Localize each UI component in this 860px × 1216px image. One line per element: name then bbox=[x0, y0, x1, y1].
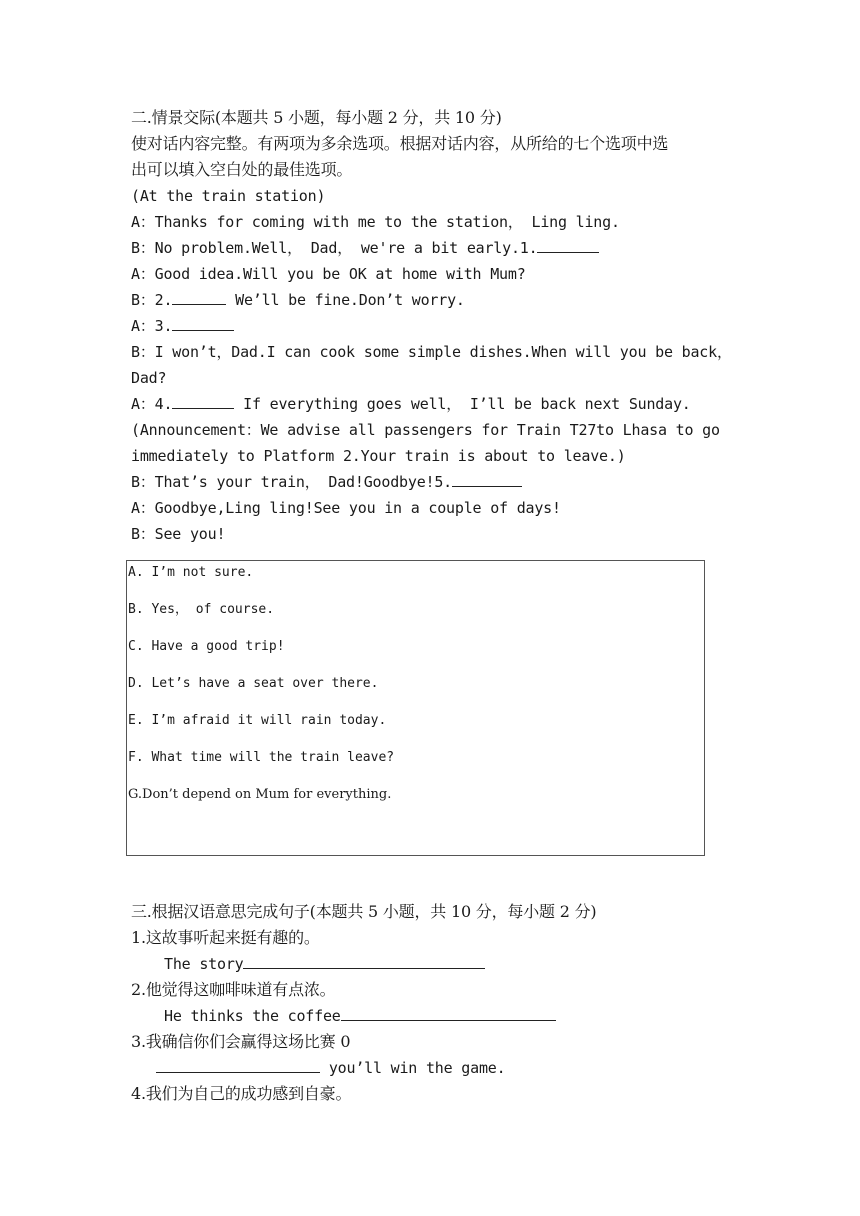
option-d: D. Let’s have a seat over there. bbox=[128, 676, 379, 691]
section3-item3-english bbox=[156, 1058, 505, 1078]
section2-instructions-line2: 出可以填入空白处的最佳选项。 bbox=[131, 160, 353, 179]
options-box bbox=[126, 560, 705, 856]
dialogue-line-9-text: B：That’s your train， Dad!Goodbye!5. bbox=[131, 473, 453, 491]
translation-blank-2[interactable] bbox=[341, 1006, 556, 1021]
announcement-line-2: immediately to Platform 2.Your train is about to leave.) bbox=[131, 447, 626, 465]
section3-item1-prefix: The story bbox=[164, 955, 244, 973]
dialogue-line-8 bbox=[131, 394, 691, 414]
dialogue-line-11: B：See you! bbox=[131, 525, 226, 543]
option-f: F. What time will the train leave? bbox=[128, 750, 395, 765]
section3-item3-suffix: you’ll win the game. bbox=[320, 1059, 506, 1077]
section2-instructions-line1: 使对话内容完整。有两项为多余选项。根据对话内容，从所给的七个选项中选 bbox=[131, 134, 669, 153]
section3-item1-english bbox=[164, 954, 485, 974]
section3-item3-chinese: 3.我确信你们会赢得这场比赛 0 bbox=[131, 1032, 351, 1051]
answer-blank-5[interactable] bbox=[452, 472, 522, 487]
dialogue-line-2-text: B：No problem.Well， Dad， we're a bit early.1. bbox=[131, 239, 538, 257]
dialogue-line-6: B：I won’t，Dad.I can cook some simple dishes.When will you be back， bbox=[131, 343, 732, 361]
dialogue-line-10: A：Goodbye,Ling ling!See you in a couple of days! bbox=[131, 499, 561, 517]
announcement-line-1: (Announcement：We advise all passengers for Train T27to Lhasa to go bbox=[131, 421, 720, 439]
option-e: E. I’m afraid it will rain today. bbox=[128, 713, 387, 728]
answer-blank-3[interactable] bbox=[172, 316, 234, 331]
dialogue-line-5 bbox=[131, 316, 234, 336]
section3-item1-chinese: 1.这故事听起来挺有趣的。 bbox=[131, 928, 320, 947]
section2-heading: 二.情景交际(本题共 5 小题，每小题 2 分，共 10 分) bbox=[131, 108, 502, 127]
scene-label: (At the train station) bbox=[131, 187, 326, 205]
dialogue-line-5-prefix: A：3. bbox=[131, 317, 173, 335]
dialogue-line-8-prefix: A：4. bbox=[131, 395, 173, 413]
section3-item2-english bbox=[164, 1006, 556, 1026]
section3-item4-chinese: 4.我们为自己的成功感到自豪。 bbox=[131, 1084, 352, 1103]
translation-blank-1[interactable] bbox=[243, 954, 485, 969]
translation-blank-3[interactable] bbox=[156, 1058, 320, 1073]
answer-blank-1[interactable] bbox=[537, 238, 599, 253]
dialogue-line-8-suffix: If everything goes well， I’ll be back next Sunday. bbox=[234, 395, 691, 413]
dialogue-line-4-prefix: B：2. bbox=[131, 291, 173, 309]
dialogue-line-4 bbox=[131, 290, 465, 310]
section3-heading: 三.根据汉语意思完成句子(本题共 5 小题，共 10 分，每小题 2 分) bbox=[131, 902, 597, 921]
option-b: B. Yes， of course. bbox=[128, 602, 275, 617]
dialogue-line-9 bbox=[131, 472, 522, 492]
section3-item2-chinese: 2.他觉得这咖啡味道有点浓。 bbox=[131, 980, 336, 999]
dialogue-line-7: Dad? bbox=[131, 369, 167, 387]
section3-item2-prefix: He thinks the coffee bbox=[164, 1007, 341, 1025]
option-a: A. I’m not sure. bbox=[128, 565, 254, 580]
dialogue-line-3: A：Good idea.Will you be OK at home with Mum? bbox=[131, 265, 526, 283]
dialogue-line-2 bbox=[131, 238, 599, 258]
answer-blank-4[interactable] bbox=[172, 394, 234, 409]
option-c: C. Have a good trip! bbox=[128, 639, 285, 654]
dialogue-line-1: A：Thanks for coming with me to the station， Ling ling. bbox=[131, 213, 620, 231]
answer-blank-2[interactable] bbox=[172, 290, 226, 305]
dialogue-line-4-suffix: We’ll be fine.Don’t worry. bbox=[226, 291, 465, 309]
option-g: G.Don’t depend on Mum for everything. bbox=[128, 787, 392, 802]
